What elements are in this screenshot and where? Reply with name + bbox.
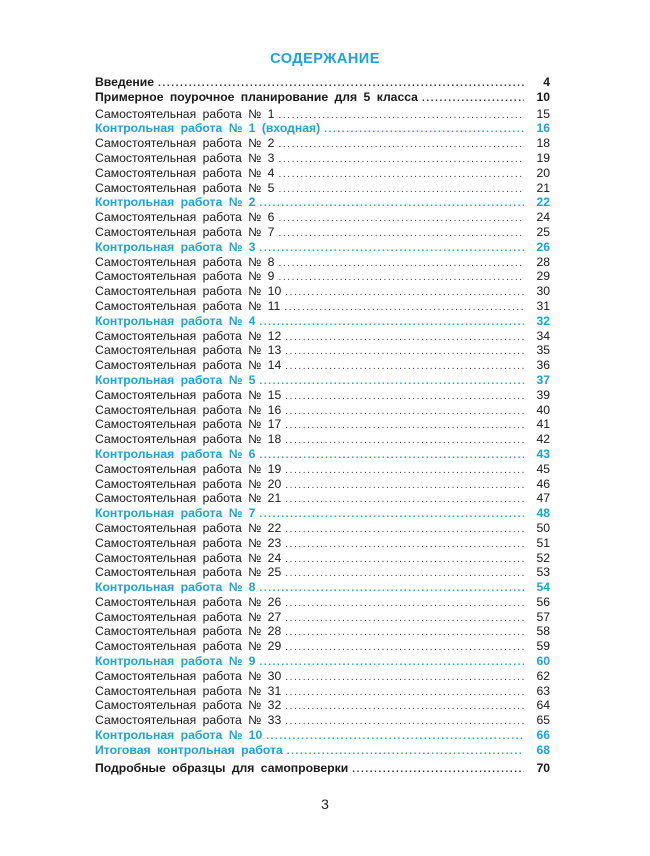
dot-leader [278,257,524,272]
dot-leader [324,123,524,138]
toc-entry-page: 36 [536,358,550,373]
toc-entry-page: 21 [536,180,550,195]
dot-leader [259,375,524,390]
dot-leader [285,345,524,360]
toc-entry-page: 26 [536,239,550,254]
toc-entry-page: 45 [536,461,550,476]
toc-entry-label: Самостоятельная работа № 1 [95,106,275,121]
toc-entry-page: 66 [536,728,550,743]
toc-entry-page: 18 [536,136,550,151]
toc-entry-page: 46 [536,476,550,491]
toc-entry-label: Самостоятельная работа № 12 [95,328,282,343]
dot-leader [259,449,524,464]
toc-entry[interactable] [95,565,550,580]
dot-leader [285,464,524,479]
toc-entry-page: 41 [536,417,550,432]
dot-leader [287,745,524,760]
toc-entry-page: 25 [536,224,550,239]
toc-entry-page: 19 [536,150,550,165]
toc-entry[interactable] [95,462,550,477]
toc-entry-page: 16 [536,121,550,136]
toc-entry-page: 59 [536,639,550,654]
dot-leader [285,671,524,686]
toc-entry-label: Самостоятельная работа № 32 [95,698,282,713]
toc-entry-page: 24 [536,210,550,225]
toc-entry-label: Контрольная работа № 1 (входная) [95,121,321,136]
toc-entry-page: 31 [536,298,550,313]
toc-entry-page: 65 [536,713,550,728]
toc-entry[interactable] [95,329,550,344]
dot-leader [259,197,524,212]
toc-entry-label: Самостоятельная работа № 33 [95,713,282,728]
dot-leader [285,390,524,405]
toc-entry-page: 4 [543,75,550,89]
dot-leader [278,227,524,242]
toc-entry[interactable] [95,624,550,639]
toc-entry-label: Самостоятельная работа № 13 [95,343,282,358]
toc-entry-label: Самостоятельная работа № 17 [95,417,282,432]
toc-entry[interactable] [95,299,550,314]
dot-leader [285,286,524,301]
toc-entry-page: 60 [536,654,550,669]
toc-entry[interactable] [95,743,550,758]
toc-entry-label: Самостоятельная работа № 15 [95,387,282,402]
toc-entry[interactable] [95,595,550,610]
dot-leader [278,271,524,286]
toc-entry-label: Самостоятельная работа № 19 [95,461,282,476]
toc-entry[interactable] [95,240,550,255]
toc-entry-page: 39 [536,387,550,402]
toc-entry-label: Самостоятельная работа № 3 [95,150,275,165]
toc-entry[interactable] [95,698,550,713]
toc-entry-label: Самостоятельная работа № 7 [95,224,275,239]
toc-entry-label: Контрольная работа № 9 [95,654,256,669]
page-number: 3 [321,796,329,812]
toc-entry-label: Самостоятельная работа № 11 [95,298,281,313]
dot-leader [259,582,524,597]
dot-leader [284,301,524,316]
toc-entry[interactable] [95,639,550,654]
toc-entry-page: 32 [536,313,550,328]
toc-entry-page: 30 [536,284,550,299]
toc-entry-page: 58 [536,624,550,639]
dot-leader [285,597,524,612]
toc-entry-page: 43 [536,446,550,461]
toc-entry-label: Подробные образцы для самопроверки [95,760,349,775]
toc-entry[interactable] [95,284,550,299]
toc-entry-label: Самостоятельная работа № 4 [95,165,275,180]
toc-entry-label: Самостоятельная работа № 20 [95,476,282,491]
toc-entry-label: Самостоятельная работа № 23 [95,535,282,550]
page-title: СОДЕРЖАНИЕ [270,51,380,67]
toc-entry-label: Контрольная работа № 5 [95,372,256,387]
toc-entry-page: 57 [536,609,550,624]
table-of-contents [95,75,550,775]
toc-entry-label: Самостоятельная работа № 9 [95,269,275,284]
toc-entry-label: Самостоятельная работа № 22 [95,520,282,535]
toc-entry-label: Контрольная работа № 3 [95,239,256,254]
toc-entry-page: 28 [536,254,550,269]
toc-entry[interactable] [95,151,550,166]
toc-entry-label: Самостоятельная работа № 27 [95,609,282,624]
toc-entry-label: Контрольная работа № 10 [95,728,263,743]
toc-entry[interactable] [95,447,550,462]
dot-leader [278,168,524,183]
toc-entry-label: Самостоятельная работа № 29 [95,639,282,654]
dot-leader [266,730,524,745]
toc-entry-label: Примерное поурочное планирование для 5 класса [95,89,418,104]
toc-entry[interactable] [95,728,550,743]
dot-leader [259,316,524,331]
toc-entry[interactable] [95,610,550,625]
toc-entry-label: Итоговая контрольная работа [95,742,283,757]
toc-entry[interactable] [95,417,550,432]
toc-entry[interactable] [95,255,550,270]
toc-entry-label: Самостоятельная работа № 2 [95,136,275,151]
toc-entry-label: Самостоятельная работа № 6 [95,210,275,225]
dot-leader [285,612,524,627]
toc-entry[interactable] [95,432,550,447]
toc-entry-page: 53 [536,565,550,580]
dot-leader [259,508,524,523]
toc-entry[interactable] [95,358,550,373]
dot-leader [259,656,524,671]
dot-leader [285,567,524,582]
toc-entry-label: Самостоятельная работа № 14 [95,358,282,373]
toc-entry-page: 56 [536,594,550,609]
toc-entry-page: 62 [536,668,550,683]
dot-leader [285,523,524,538]
toc-entry-page: 63 [536,683,550,698]
toc-entry[interactable] [95,654,550,669]
toc-entry[interactable] [95,225,550,240]
toc-entry-page: 10 [536,89,550,104]
toc-entry-page: 50 [536,520,550,535]
dot-leader [285,479,524,494]
dot-leader [285,641,524,656]
toc-entry-label: Контрольная работа № 6 [95,446,256,461]
toc-entry[interactable] [95,121,550,136]
dot-leader [285,360,524,375]
toc-entry[interactable] [95,580,550,595]
dot-leader [278,212,524,227]
toc-entry-page: 20 [536,165,550,180]
toc-entry[interactable] [95,314,550,329]
toc-entry[interactable] [95,373,550,388]
toc-entry-label: Контрольная работа № 7 [95,506,256,521]
toc-entry[interactable] [95,521,550,536]
dot-leader [352,763,524,778]
toc-entry-label: Самостоятельная работа № 28 [95,624,282,639]
toc-entry-label: Контрольная работа № 8 [95,580,256,595]
toc-entry-label: Самостоятельная работа № 10 [95,284,282,299]
toc-entry-page: 15 [536,106,550,121]
toc-entry-label: Контрольная работа № 2 [95,195,256,210]
toc-entry[interactable] [95,761,550,776]
toc-entry-page: 68 [536,742,550,757]
dot-leader [285,686,524,701]
dot-leader [285,419,524,434]
toc-entry[interactable] [95,403,550,418]
toc-entry[interactable] [95,713,550,728]
toc-entry[interactable] [95,684,550,699]
toc-entry[interactable] [95,388,550,403]
toc-entry-label: Самостоятельная работа № 18 [95,432,282,447]
toc-entry[interactable] [95,136,550,151]
toc-entry[interactable] [95,107,550,122]
toc-entry-label: Самостоятельная работа № 24 [95,550,282,565]
toc-entry-label: Самостоятельная работа № 31 [95,683,282,698]
dot-leader [278,183,524,198]
toc-entry-label: Самостоятельная работа № 25 [95,565,282,580]
toc-entry-page: 22 [536,195,550,210]
toc-entry[interactable] [95,477,550,492]
toc-entry[interactable] [95,181,550,196]
toc-entry[interactable] [95,343,550,358]
toc-entry-page: 51 [536,535,550,550]
toc-entry-page: 52 [536,550,550,565]
toc-entry[interactable] [95,75,550,90]
toc-entry[interactable] [95,551,550,566]
toc-entry[interactable] [95,506,550,521]
toc-entry[interactable] [95,166,550,181]
dot-leader [285,553,524,568]
dot-leader [285,493,524,508]
dot-leader [285,331,524,346]
dot-leader [278,138,524,153]
dot-leader [285,626,524,641]
dot-leader [422,92,524,107]
dot-leader [285,715,524,730]
toc-entry[interactable] [95,536,550,551]
toc-entry[interactable] [95,195,550,210]
toc-entry-label: Контрольная работа № 4 [95,313,256,328]
toc-entry-page: 29 [536,269,550,284]
toc-entry[interactable] [95,90,550,105]
toc-entry-page: 35 [536,343,550,358]
toc-entry-page: 37 [536,372,550,387]
toc-entry-label: Самостоятельная работа № 30 [95,668,282,683]
toc-entry[interactable] [95,269,550,284]
toc-entry[interactable] [95,669,550,684]
dot-leader [285,700,524,715]
toc-entry-label: Введение [95,75,155,89]
toc-entry-page: 54 [536,580,550,595]
toc-entry-page: 64 [536,698,550,713]
dot-leader [278,153,524,168]
dot-leader [259,242,524,257]
toc-entry-page: 70 [536,760,550,775]
toc-entry[interactable] [95,210,550,225]
toc-entry-page: 42 [536,432,550,447]
toc-entry-page: 48 [536,506,550,521]
dot-leader [285,434,524,449]
dot-leader [285,405,524,420]
toc-entry-label: Самостоятельная работа № 21 [95,491,282,506]
toc-entry-label: Самостоятельная работа № 8 [95,254,275,269]
dot-leader [285,538,524,553]
toc-entry[interactable] [95,491,550,506]
toc-entry-label: Самостоятельная работа № 26 [95,594,282,609]
toc-entry-label: Самостоятельная работа № 5 [95,180,275,195]
toc-entry-page: 34 [536,328,550,343]
toc-entry-page: 40 [536,402,550,417]
toc-entry-label: Самостоятельная работа № 16 [95,402,282,417]
toc-entry-page: 47 [536,491,550,506]
